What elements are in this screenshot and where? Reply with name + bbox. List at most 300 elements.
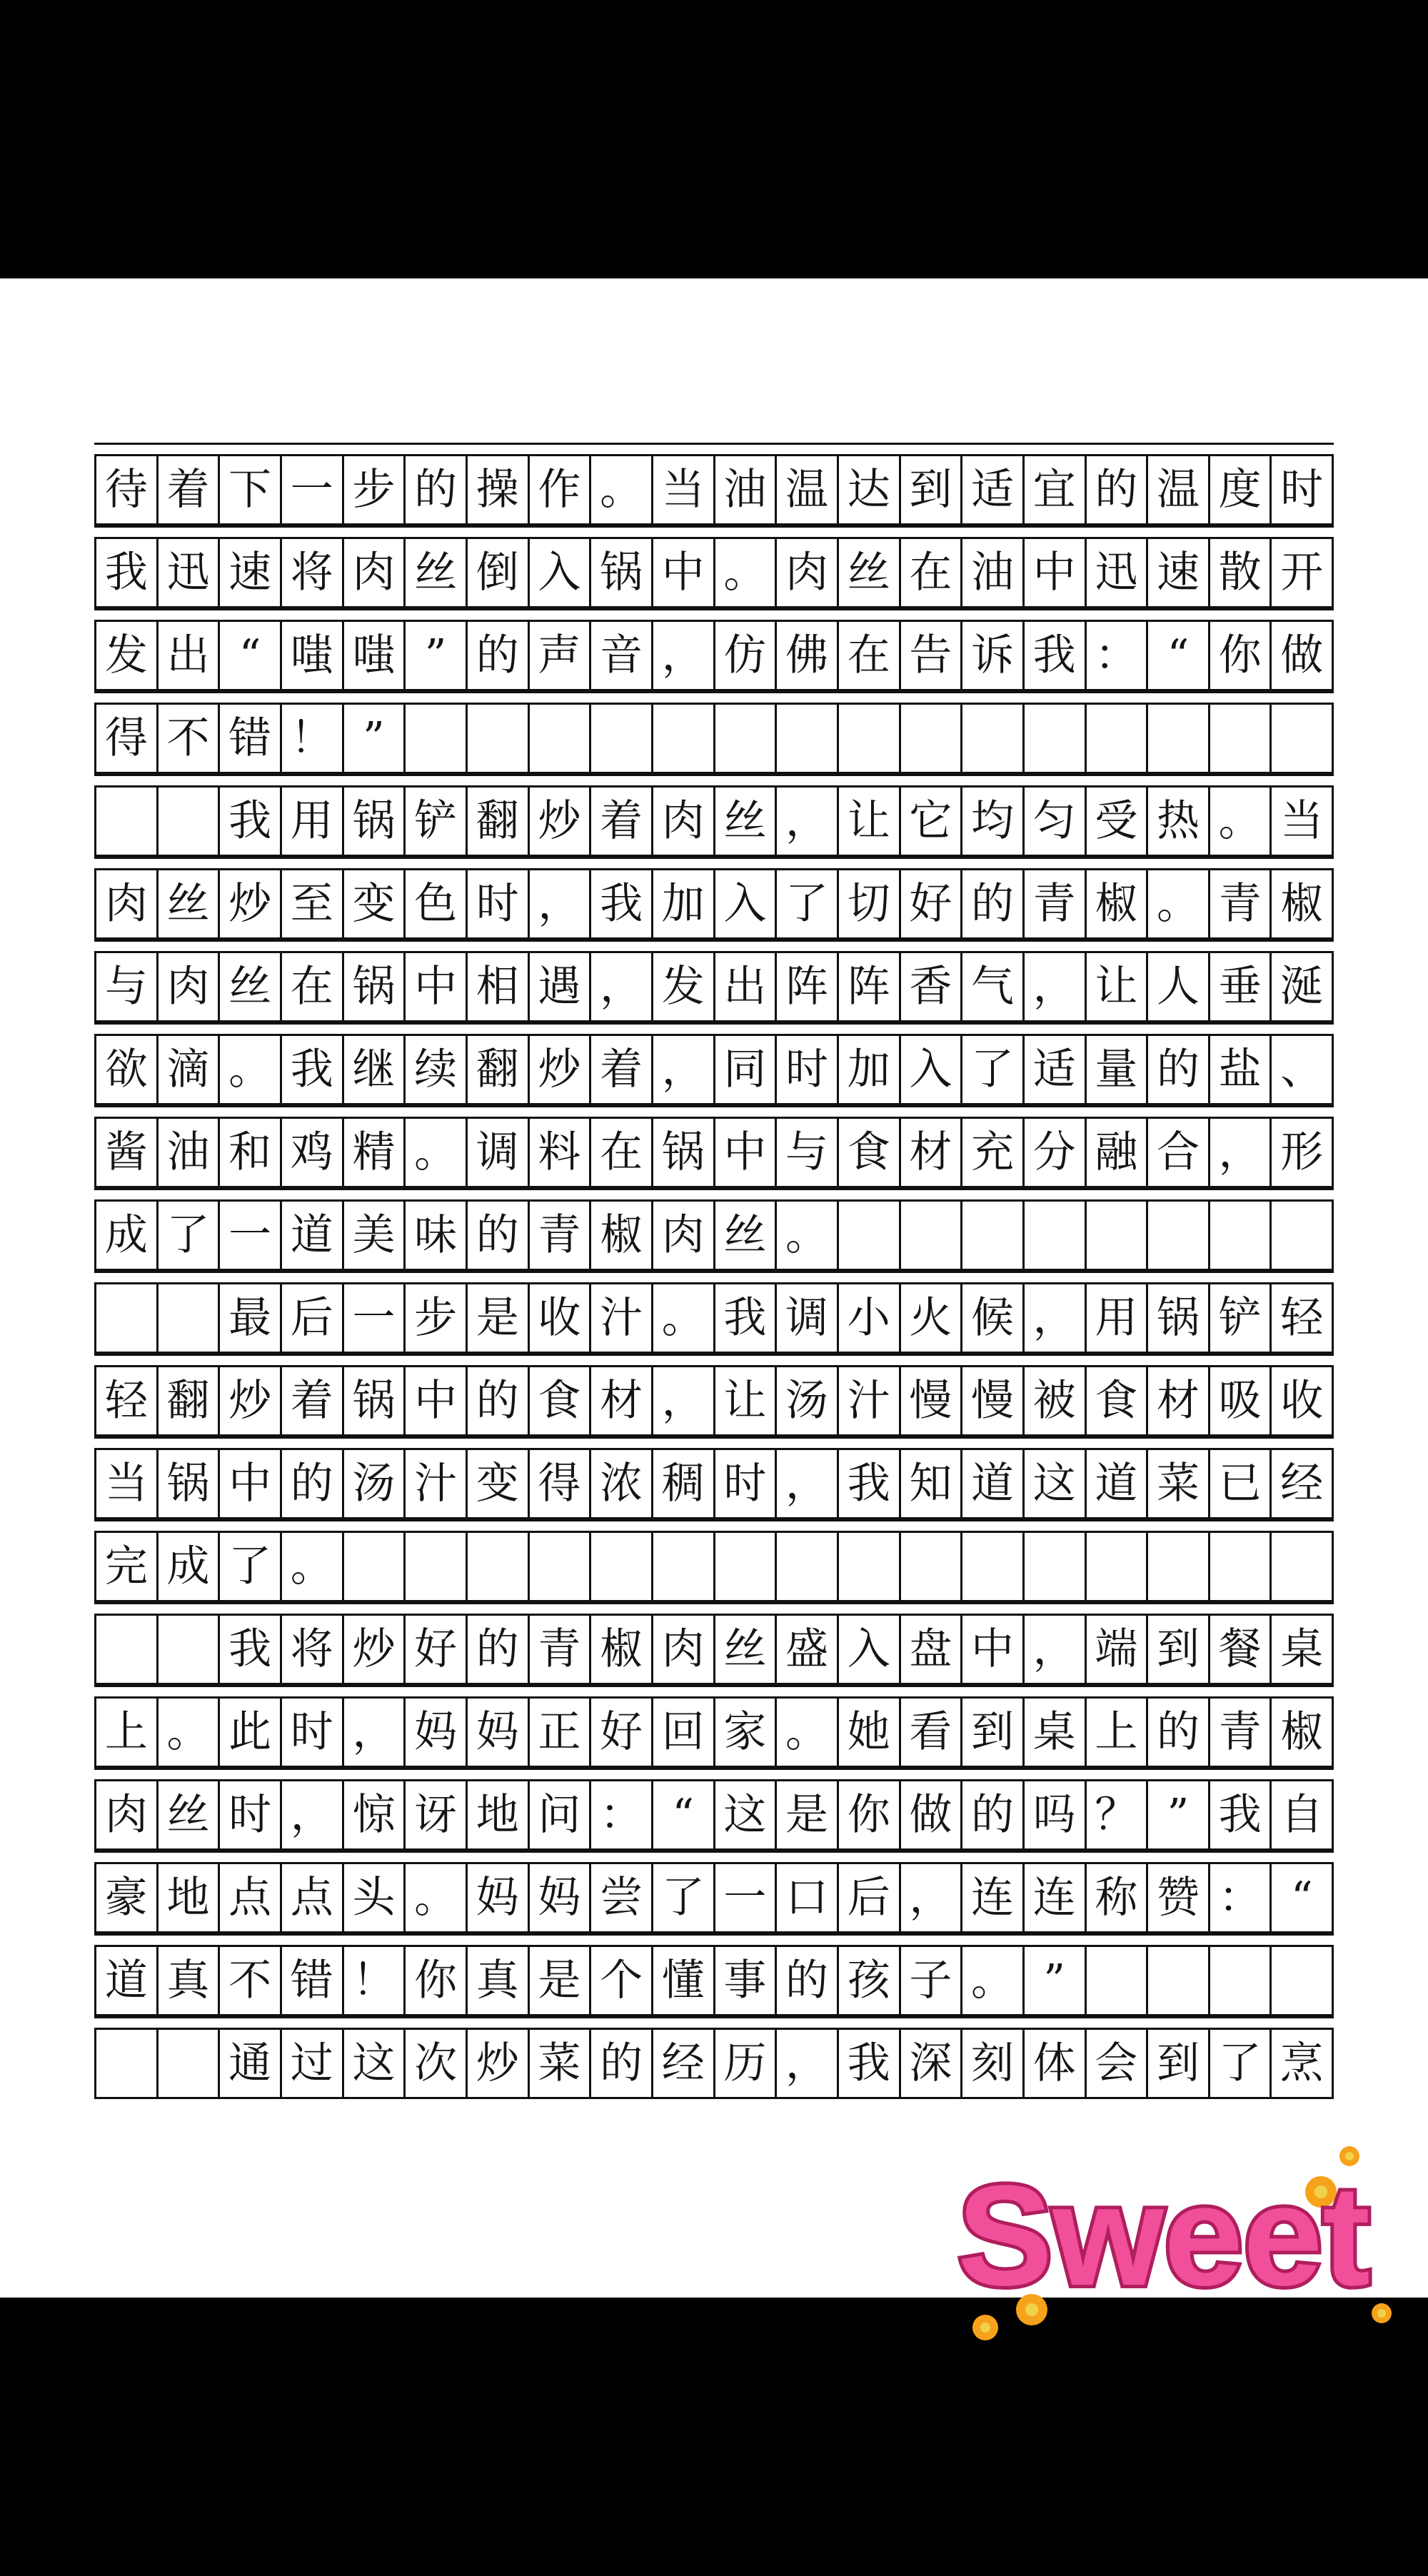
text-line (94, 868, 1334, 940)
grid-cell: 铲 (406, 788, 468, 857)
grid-cell (1210, 1202, 1272, 1271)
grid-cell: 入 (901, 1036, 963, 1105)
grid-cell: 佛 (777, 622, 839, 691)
grid-row (94, 1271, 1334, 1354)
grid-cell: 赞 (1148, 1864, 1210, 1933)
grid-cell: 锅 (344, 953, 406, 1022)
grid-cell: ！ (344, 1947, 406, 2016)
grid-cell: 小 (839, 1284, 901, 1354)
grid-cell: 青 (530, 1616, 592, 1685)
grid-cell (1148, 1533, 1210, 1602)
grid-cell: 调 (468, 1119, 530, 1188)
grid-cell: 椒 (1272, 870, 1334, 940)
grid-cell: 错 (282, 1947, 344, 2016)
grid-cell: ， (1025, 1284, 1087, 1354)
row-divider (94, 1188, 1334, 1190)
grid-cell: ” (406, 622, 468, 691)
grid-cell: 肉 (96, 1781, 159, 1851)
grid-cell: 我 (591, 870, 653, 940)
grid-cell: 下 (220, 456, 282, 525)
grid-cell: 遇 (530, 953, 592, 1022)
grid-cell (344, 1533, 406, 1602)
grid-cell: 你 (406, 1947, 468, 2016)
grid-cell: 盐 (1210, 1036, 1272, 1105)
grid-cell: 当 (1272, 788, 1334, 857)
grid-cell: 做 (1272, 622, 1334, 691)
grid-cell: 当 (96, 1450, 159, 1519)
grid-row (94, 1768, 1334, 1851)
text-line (94, 1779, 1334, 1851)
grid-cell (1272, 1202, 1334, 1271)
row-divider (94, 608, 1334, 610)
grid-cell: 在 (839, 622, 901, 691)
grid-cell: 锅 (344, 1367, 406, 1437)
grid-row (94, 443, 1334, 525)
grid-cell: 时 (468, 870, 530, 940)
grid-cell: 阵 (839, 953, 901, 1022)
grid-cell: 丝 (715, 1616, 778, 1685)
grid-cell: 盘 (901, 1616, 963, 1685)
grid-cell: 材 (1148, 1367, 1210, 1437)
grid-cell: 道 (1087, 1450, 1149, 1519)
grid-cell: 均 (962, 788, 1025, 857)
grid-cell: 是 (777, 1781, 839, 1851)
row-divider (94, 525, 1334, 528)
grid-cell: 时 (715, 1450, 778, 1519)
grid-cell: 的 (282, 1450, 344, 1519)
grid-cell: 不 (220, 1947, 282, 2016)
grid-cell: 的 (406, 456, 468, 525)
grid-cell: 。 (159, 1699, 221, 1768)
grid-cell: 深 (901, 2030, 963, 2099)
grid-cell: 汤 (344, 1450, 406, 1519)
grid-cell: 好 (591, 1699, 653, 1768)
text-line (94, 1199, 1334, 1271)
grid-cell: 我 (220, 788, 282, 857)
row-divider (94, 1851, 1334, 1853)
grid-cell: 。 (653, 1284, 715, 1354)
grid-cell (1025, 705, 1087, 774)
grid-cell: 入 (715, 870, 778, 940)
grid-cell: 音 (591, 622, 653, 691)
grid-cell: 用 (1087, 1284, 1149, 1354)
grid-cell: 我 (839, 1450, 901, 1519)
grid-cell: ！ (282, 705, 344, 774)
grid-cell: 桌 (1272, 1616, 1334, 1685)
grid-cell (96, 2030, 159, 2099)
grid-cell (96, 788, 159, 857)
grid-cell: 时 (220, 1781, 282, 1851)
grid-row (94, 1519, 1334, 1602)
grid-cell: 。 (591, 456, 653, 525)
grid-cell: 尝 (591, 1864, 653, 1933)
grid-cell: 炒 (344, 1616, 406, 1685)
grid-cell: 精 (344, 1119, 406, 1188)
grid-cell: 开 (1272, 539, 1334, 608)
grid-cell: 待 (96, 456, 159, 525)
grid-cell: 看 (901, 1699, 963, 1768)
grid-cell: 声 (530, 622, 592, 691)
row-divider (94, 774, 1334, 776)
text-line (94, 1945, 1334, 2016)
grid-cell: 速 (1148, 539, 1210, 608)
grid-cell: 椒 (1087, 870, 1149, 940)
grid-cell: 头 (344, 1864, 406, 1933)
grid-cell: 铲 (1210, 1284, 1272, 1354)
grid-cell: 这 (344, 2030, 406, 2099)
text-line (94, 1531, 1334, 1602)
grid-cell (1087, 1202, 1149, 1271)
grid-cell: 时 (777, 1036, 839, 1105)
grid-cell: ： (591, 1781, 653, 1851)
grid-cell: 我 (1210, 1781, 1272, 1851)
row-divider (94, 2016, 1334, 2018)
grid-cell: 豪 (96, 1864, 159, 1933)
row-divider (94, 1105, 1334, 1107)
grid-cell: 材 (901, 1119, 963, 1188)
grid-cell: 成 (159, 1533, 221, 1602)
grid-cell: 温 (1148, 456, 1210, 525)
grid-cell: 家 (715, 1699, 778, 1768)
grid-cell: 将 (282, 1616, 344, 1685)
grid-cell: 鸡 (282, 1119, 344, 1188)
grid-row (94, 1685, 1334, 1768)
grid-cell (1087, 1533, 1149, 1602)
grid-cell: 汁 (839, 1367, 901, 1437)
grid-cell: ， (344, 1699, 406, 1768)
grid-row (94, 1105, 1334, 1188)
grid-cell: 的 (468, 622, 530, 691)
grid-cell: 分 (1025, 1119, 1087, 1188)
row-divider (94, 443, 1334, 445)
sticker-text: Sweet (957, 2156, 1371, 2315)
grid-cell: 的 (962, 1781, 1025, 1851)
grid-cell: ， (777, 788, 839, 857)
grid-row (94, 940, 1334, 1022)
row-divider (94, 1602, 1334, 1604)
grid-cell: 椒 (591, 1202, 653, 1271)
grid-cell (96, 1616, 159, 1685)
text-line (94, 703, 1334, 774)
grid-cell (653, 1533, 715, 1602)
grid-cell: 最 (220, 1284, 282, 1354)
grid-cell: 汁 (591, 1284, 653, 1354)
grid-cell: 形 (1272, 1119, 1334, 1188)
grid-cell: 调 (777, 1284, 839, 1354)
grid-cell (1087, 705, 1149, 774)
text-line (94, 785, 1334, 857)
grid-row (94, 1851, 1334, 1933)
grid-cell (530, 1533, 592, 1602)
character-grid (94, 443, 1334, 2099)
row-divider (94, 1022, 1334, 1025)
grid-cell: 操 (468, 456, 530, 525)
grid-cell: 步 (344, 456, 406, 525)
grid-row (94, 1022, 1334, 1105)
grid-cell: 此 (220, 1699, 282, 1768)
grid-cell: ， (530, 870, 592, 940)
grid-cell (653, 705, 715, 774)
grid-cell: 一 (220, 1202, 282, 1271)
grid-cell (962, 1202, 1025, 1271)
text-line (94, 620, 1334, 691)
grid-cell: 吸 (1210, 1367, 1272, 1437)
grid-cell: 个 (591, 1947, 653, 2016)
grid-cell: 是 (468, 1284, 530, 1354)
grid-cell: 椒 (591, 1616, 653, 1685)
text-line (94, 2028, 1334, 2099)
grid-cell: 着 (591, 788, 653, 857)
grid-cell: 丝 (220, 953, 282, 1022)
grid-cell: 。 (777, 1202, 839, 1271)
grid-row (94, 1602, 1334, 1685)
grid-cell: 欲 (96, 1036, 159, 1105)
grid-cell: 火 (901, 1284, 963, 1354)
grid-cell: 我 (96, 539, 159, 608)
grid-cell: 到 (1148, 1616, 1210, 1685)
grid-cell: 继 (344, 1036, 406, 1105)
grid-cell: 会 (1087, 2030, 1149, 2099)
grid-cell: 了 (962, 1036, 1025, 1105)
grid-cell (962, 705, 1025, 774)
grid-cell: 慢 (962, 1367, 1025, 1437)
grid-cell: 中 (653, 539, 715, 608)
grid-cell: 称 (1087, 1864, 1149, 1933)
grid-cell: 让 (715, 1367, 778, 1437)
grid-cell: 好 (406, 1616, 468, 1685)
grid-cell: 作 (530, 456, 592, 525)
grid-cell (962, 1533, 1025, 1602)
grid-cell: 滴 (159, 1036, 221, 1105)
grid-cell: 锅 (591, 539, 653, 608)
grid-cell: ， (653, 622, 715, 691)
grid-cell: 完 (96, 1533, 159, 1602)
row-divider (94, 1933, 1334, 1936)
grid-cell: 锅 (159, 1450, 221, 1519)
text-line (94, 1448, 1334, 1519)
grid-cell: ， (777, 1450, 839, 1519)
grid-cell: ？ (1087, 1781, 1149, 1851)
grid-cell: 地 (159, 1864, 221, 1933)
grid-cell: 肉 (653, 1202, 715, 1271)
grid-cell: 在 (282, 953, 344, 1022)
grid-cell: 后 (282, 1284, 344, 1354)
grid-cell (530, 705, 592, 774)
text-line (94, 1117, 1334, 1188)
grid-cell: 道 (962, 1450, 1025, 1519)
grid-cell: 。 (406, 1864, 468, 1933)
grid-cell: 气 (962, 953, 1025, 1022)
grid-cell: 着 (591, 1036, 653, 1105)
grid-cell: 变 (468, 1450, 530, 1519)
grid-cell: 汤 (777, 1367, 839, 1437)
grid-cell: 炒 (468, 2030, 530, 2099)
grid-cell: 肉 (344, 539, 406, 608)
grid-cell: 同 (715, 1036, 778, 1105)
grid-cell: 到 (962, 1699, 1025, 1768)
grid-cell: 的 (468, 1367, 530, 1437)
grid-cell: 真 (468, 1947, 530, 2016)
grid-cell: 的 (468, 1616, 530, 1685)
grid-cell: 。 (1210, 788, 1272, 857)
grid-cell: 口 (777, 1864, 839, 1933)
grid-cell: 一 (715, 1864, 778, 1933)
text-line (94, 951, 1334, 1022)
grid-cell: “ (220, 622, 282, 691)
grid-cell: 好 (901, 870, 963, 940)
grid-cell: 点 (220, 1864, 282, 1933)
grid-cell: 青 (1210, 870, 1272, 940)
grid-cell: 中 (406, 1367, 468, 1437)
grid-cell: 知 (901, 1450, 963, 1519)
grid-cell (1210, 1947, 1272, 2016)
grid-cell: “ (1272, 1864, 1334, 1933)
grid-row (94, 1188, 1334, 1271)
grid-cell: “ (653, 1781, 715, 1851)
grid-cell: 收 (530, 1284, 592, 1354)
grid-cell (715, 1533, 778, 1602)
grid-cell: 在 (901, 539, 963, 608)
grid-cell: 着 (282, 1367, 344, 1437)
grid-cell: 诉 (962, 622, 1025, 691)
grid-cell (777, 1533, 839, 1602)
grid-cell: 青 (530, 1202, 592, 1271)
grid-cell: 问 (530, 1781, 592, 1851)
grid-cell: 。 (406, 1119, 468, 1188)
grid-cell: 错 (220, 705, 282, 774)
row-divider (94, 1437, 1334, 1439)
grid-cell: 油 (715, 456, 778, 525)
grid-cell: 翻 (468, 788, 530, 857)
grid-cell: 肉 (96, 870, 159, 940)
grid-cell: 连 (1025, 1864, 1087, 1933)
grid-row (94, 608, 1334, 691)
grid-cell: 得 (530, 1450, 592, 1519)
grid-cell: 在 (591, 1119, 653, 1188)
grid-cell: ： (1210, 1864, 1272, 1933)
grid-cell: 油 (962, 539, 1025, 608)
grid-cell: ， (901, 1864, 963, 1933)
grid-cell: 丝 (839, 539, 901, 608)
grid-cell: 候 (962, 1284, 1025, 1354)
grid-cell: 。 (220, 1036, 282, 1105)
grid-cell: 和 (220, 1119, 282, 1188)
grid-cell: 经 (1272, 1450, 1334, 1519)
grid-row (94, 1437, 1334, 1519)
grid-cell: 锅 (1148, 1284, 1210, 1354)
grid-cell: 切 (839, 870, 901, 940)
grid-cell: 上 (1087, 1699, 1149, 1768)
grid-cell: ， (282, 1781, 344, 1851)
grid-cell: 回 (653, 1699, 715, 1768)
grid-cell: 翻 (159, 1367, 221, 1437)
grid-cell (1025, 1202, 1087, 1271)
grid-cell: 肉 (653, 788, 715, 857)
grid-cell: 体 (1025, 2030, 1087, 2099)
text-line (94, 1365, 1334, 1437)
grid-cell: 了 (777, 870, 839, 940)
grid-cell: 连 (962, 1864, 1025, 1933)
grid-cell: 。 (282, 1533, 344, 1602)
grid-cell: 中 (715, 1119, 778, 1188)
grid-cell: 你 (839, 1781, 901, 1851)
grid-cell: 告 (901, 622, 963, 691)
grid-row (94, 1933, 1334, 2016)
grid-cell: 肉 (159, 953, 221, 1022)
grid-cell: 历 (715, 2030, 778, 2099)
grid-cell: 端 (1087, 1616, 1149, 1685)
grid-cell (901, 705, 963, 774)
grid-cell: 成 (96, 1202, 159, 1271)
grid-cell: 融 (1087, 1119, 1149, 1188)
grid-cell: ， (653, 1367, 715, 1437)
grid-cell (1272, 705, 1334, 774)
grid-cell: 中 (220, 1450, 282, 1519)
grid-cell: 适 (1025, 1036, 1087, 1105)
grid-cell: 经 (653, 2030, 715, 2099)
grid-cell: 油 (159, 1119, 221, 1188)
grid-cell: 匀 (1025, 788, 1087, 857)
grid-cell: 度 (1210, 456, 1272, 525)
grid-cell: 汁 (406, 1450, 468, 1519)
row-divider (94, 940, 1334, 942)
grid-cell: 色 (406, 870, 468, 940)
grid-cell: 人 (1148, 953, 1210, 1022)
grid-cell (777, 705, 839, 774)
grid-cell: 嗤 (282, 622, 344, 691)
grid-cell: 与 (777, 1119, 839, 1188)
row-divider (94, 1271, 1334, 1273)
grid-cell: 点 (282, 1864, 344, 1933)
grid-cell: 热 (1148, 788, 1210, 857)
grid-cell: 香 (901, 953, 963, 1022)
grid-cell: ， (777, 2030, 839, 2099)
grid-cell (1148, 1947, 1210, 2016)
grid-cell: 我 (282, 1036, 344, 1105)
grid-cell: 惊 (344, 1781, 406, 1851)
grid-cell: 这 (715, 1781, 778, 1851)
grid-cell: 自 (1272, 1781, 1334, 1851)
row-divider (94, 691, 1334, 693)
grid-cell: 地 (468, 1781, 530, 1851)
grid-cell: 、 (1272, 1036, 1334, 1105)
grid-cell: 肉 (653, 1616, 715, 1685)
grid-cell: 你 (1210, 622, 1272, 691)
grid-cell (901, 1202, 963, 1271)
grid-cell: 。 (715, 539, 778, 608)
grid-cell: 慢 (901, 1367, 963, 1437)
grid-cell: 加 (653, 870, 715, 940)
grid-cell: 丝 (715, 1202, 778, 1271)
grid-cell (901, 1533, 963, 1602)
grid-cell: 通 (220, 2030, 282, 2099)
grid-cell: 我 (839, 2030, 901, 2099)
text-line (94, 1696, 1334, 1768)
grid-cell: 丝 (159, 870, 221, 940)
grid-cell (1210, 705, 1272, 774)
grid-cell: 步 (406, 1284, 468, 1354)
grid-cell: 妈 (530, 1864, 592, 1933)
grid-cell: 做 (901, 1781, 963, 1851)
grid-cell: 加 (839, 1036, 901, 1105)
grid-cell: 的 (962, 870, 1025, 940)
grid-row (94, 525, 1334, 608)
grid-cell: 出 (159, 622, 221, 691)
grid-cell (468, 705, 530, 774)
grid-cell: ” (1148, 1781, 1210, 1851)
grid-cell: ， (1025, 953, 1087, 1022)
grid-cell: 让 (1087, 953, 1149, 1022)
